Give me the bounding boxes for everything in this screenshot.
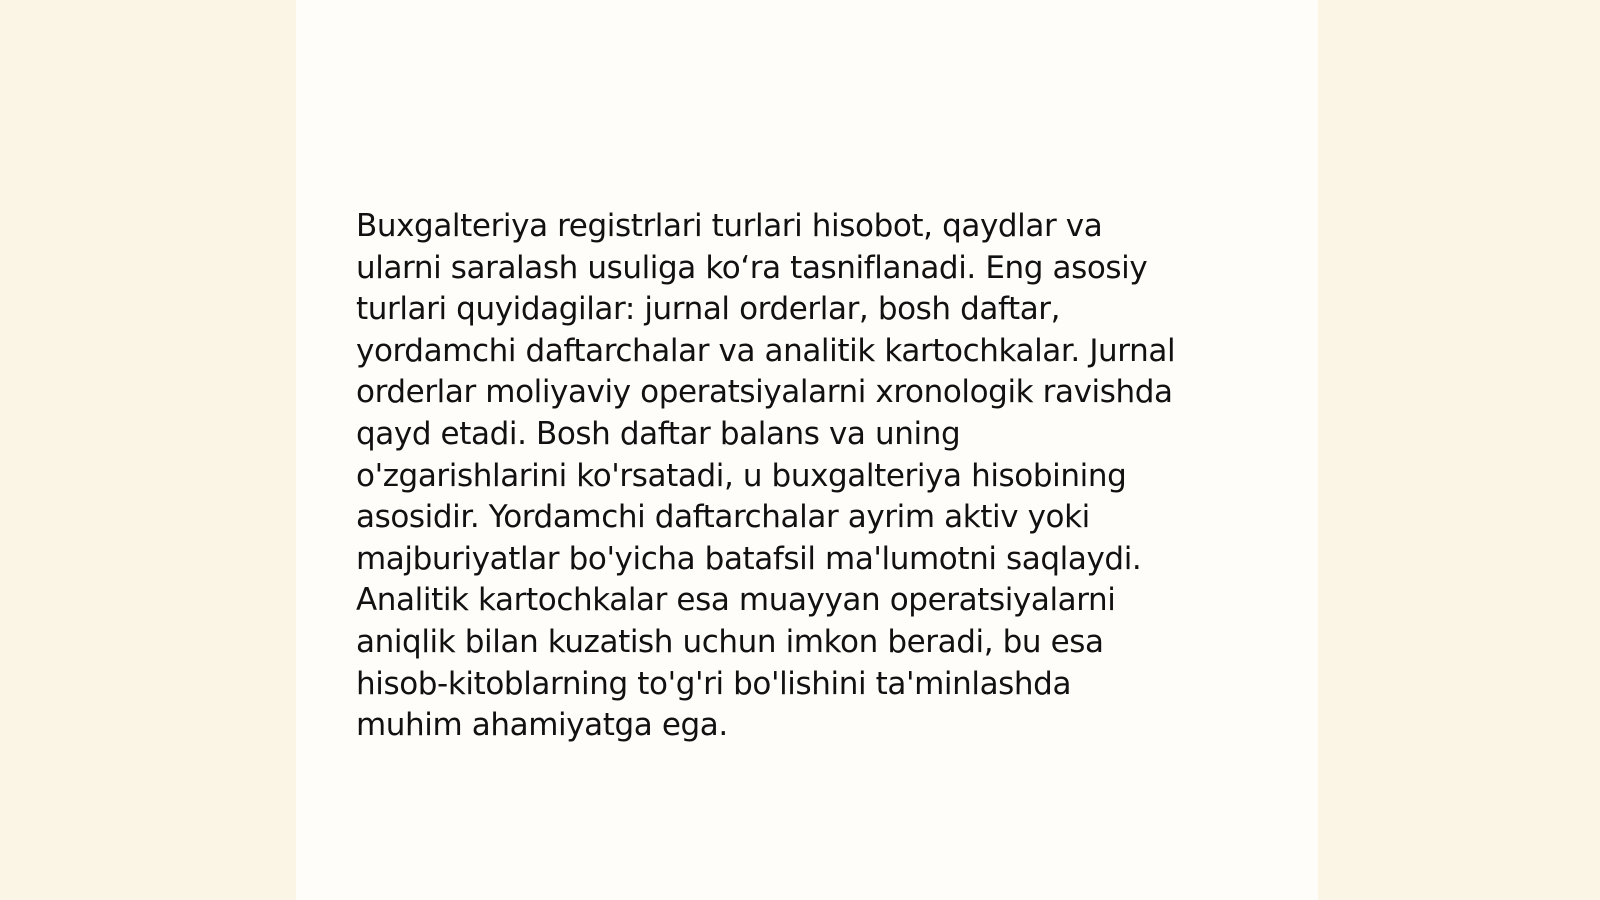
slide-body-text: Buxgalteriya registrlari turlari hisobot, qaydlar va ularni saralash usuliga ko‘ra tasniflanadi. Eng asosiy turlari quyidagilar: jurnal orderlar, bosh daftar, yordamchi daftarchalar va analitik kartochkalar. Jurnal orderlar moliyaviy operatsiyalarni xronologik ravishda qayd etadi. Bosh daftar balans va uning o'zgarishlarini ko'rsatadi, u buxgalteriya hisobining asosidir. Yordamchi daftarchalar ayrim aktiv yoki majburiyatlar bo'yicha batafsil ma'lumotni saqlaydi. Analitik kartochkalar esa muayyan operatsiyalarni aniqlik bilan kuzatish uchun imkon beradi, bu esa hisob-kitoblarning to'g'ri bo'lishini ta'minlashda muhim ahamiyatga ega. [356,208,1176,744]
presentation-slide [296,0,1318,900]
left-margin-panel [0,0,296,900]
right-margin-panel [1318,0,1600,900]
